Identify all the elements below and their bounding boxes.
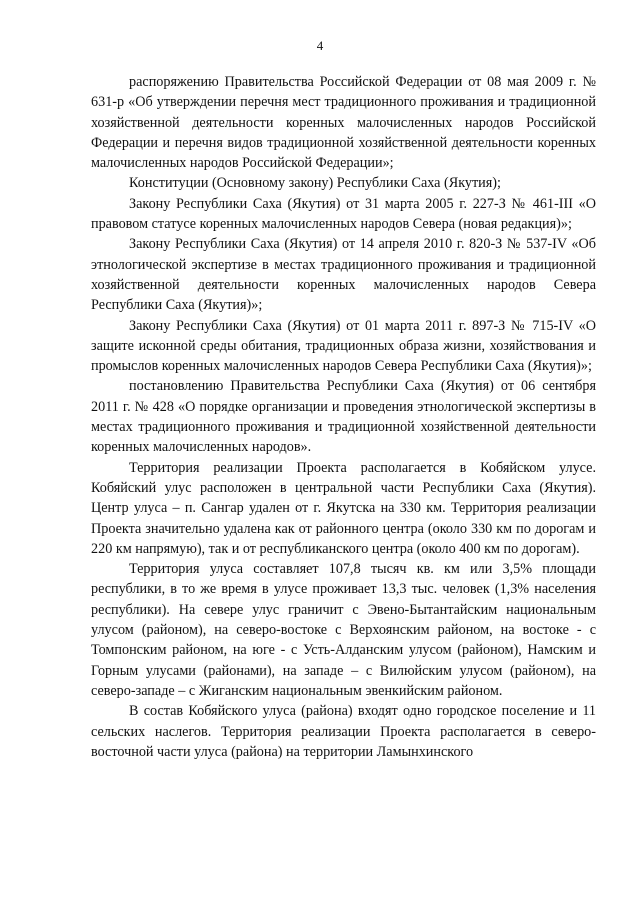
paragraph-constitution: Конституции (Основному закону) Республики Саха (Якутия); — [129, 175, 501, 192]
paragraph-project-territory: Территория реализации Проекта располагается в Кобяйском улусе. Кобяйский улус расположен в центральной части Республики Саха (Якутия). Центр улуса – п. Сангар удален от г. Якутска на 330 км. Территория реализации Проекта значительно удалена как от районного центра (около 330 км по дорогам и 220 км напрямую), так и от республиканского центра (около 400 км по дорогам). — [91, 459, 596, 557]
paragraph-resolution-428: постановлению Правительства Республики Саха (Якутия) от 06 сентября 2011 г. № 428 «О порядке организации и проведения этнологической экспертизы в местах традиционного проживания и традиционной хозяйственной деятельности коренных малочисленных народов». — [91, 378, 596, 456]
paragraph-law-715: Закону Республики Саха (Якутия) от 01 марта 2011 г. 897-З № 715-IV «О защите исконной среды обитания, традиционных образа жизни, хозяйствования и промыслов коренных малочисленных народов Севера Республики Саха (Якутия)»; — [91, 317, 596, 375]
document-body — [91, 72, 596, 762]
paragraph-ulus-area: Территория улуса составляет 107,8 тысяч кв. км или 3,5% площади республики, в то же время в улусе проживает 13,3 тыс. человек (1,3% населения республики). На севере улус граничит с Эвено-Бытантайским национальным улусом (районом), на северо-востоке с Верхоянским районом, на востоке - с Томпонским районом, на юге - с Усть-Алданским улусом (районом), Намским и Горным улусами (районами), на западе – с Вилюйским улусом (районом), на северо-западе – с Жиганским национальным эвенкийским районом. — [91, 561, 596, 699]
paragraph-decree-631: распоряжению Правительства Российской Федерации от 08 мая 2009 г. № 631-р «Об утверждении перечня мест традиционного проживания и традиционной хозяйственной деятельности коренных малочисленных народов Российской Федерации и перечня видов традиционной хозяйственной деятельности коренных малочисленных народов Российской Федерации»; — [91, 74, 596, 172]
paragraph-law-461: Закону Республики Саха (Якутия) от 31 марта 2005 г. 227-З № 461-III «О правовом статусе коренных малочисленных народов Севера (новая редакция)»; — [91, 195, 596, 233]
paragraph-law-537: Закону Республики Саха (Якутия) от 14 апреля 2010 г. 820-З № 537-IV «Об этнологической экспертизе в местах традиционного проживания и традиционной хозяйственной деятельности коренных малочисленных народов Севера Республики Саха (Якутия)»; — [91, 236, 596, 314]
page-number: 4 — [316, 38, 324, 53]
paragraph-ulus-composition: В состав Кобяйского улуса (района) входят одно городское поселение и 11 сельских наслегов. Территория реализации Проекта располагается в северо-восточной части улуса (района) на территории Ламынхинского — [91, 703, 596, 760]
